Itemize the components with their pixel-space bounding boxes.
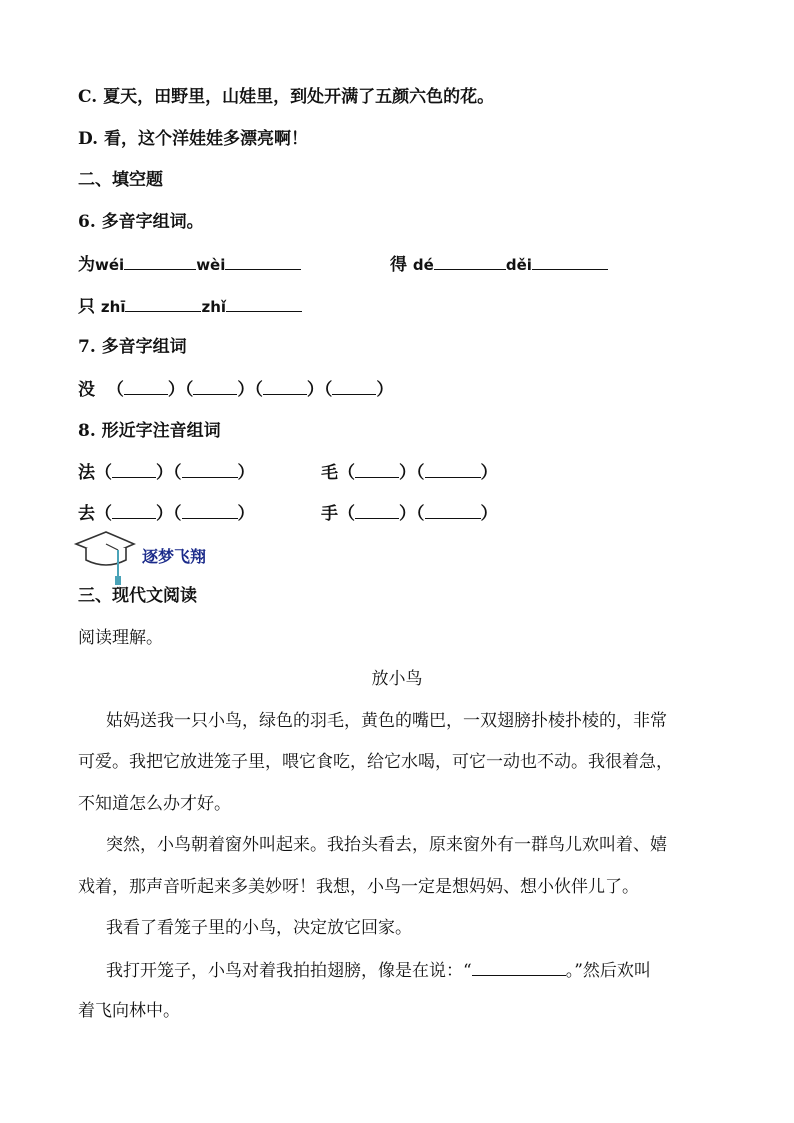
question-7-title: 7. 多音字组词	[78, 337, 187, 357]
answer-blank[interactable]	[125, 295, 201, 312]
passage-line: 不知道怎么办才好。	[78, 794, 231, 814]
passage-title: 放小鸟	[371, 669, 423, 689]
char-mei: 没	[78, 380, 95, 400]
answer-blank[interactable]	[425, 461, 481, 478]
question-6-row-1-right	[390, 253, 608, 276]
passage-text: 。”然后欢叫	[565, 961, 651, 981]
char-mao: 毛	[321, 463, 338, 483]
answer-blank[interactable]	[532, 253, 608, 270]
pinyin-zhi-3: zhǐ	[201, 298, 227, 316]
passage-text: 我打开笼子，小鸟对着我拍拍翅膀，像是在说：“	[106, 961, 472, 981]
answer-blank[interactable]	[332, 378, 376, 395]
answer-blank[interactable]	[124, 378, 168, 395]
char-qu: 去	[78, 504, 95, 524]
question-7-row: 没 （ ）（ ）（ ）（ ）	[78, 380, 394, 400]
pinyin-wei-2: wéi	[95, 256, 125, 274]
passage-line: 可爱。我把它放进笼子里，喂它食吃，给它水喝，可它一动也不动。我很着急，	[78, 752, 673, 772]
passage-line: 着飞向林中。	[78, 1001, 180, 1021]
option-c: C. 夏天，田野里，山娃里，到处开满了五颜六色的花。	[78, 87, 495, 107]
question-6-row-1	[78, 253, 301, 276]
graduation-cap-icon	[72, 528, 136, 586]
reading-intro: 阅读理解。	[78, 628, 163, 648]
answer-blank[interactable]	[355, 502, 399, 519]
question-8-title: 8. 形近字注音组词	[78, 421, 221, 441]
answer-blank[interactable]	[425, 502, 481, 519]
char-de: 得	[390, 255, 407, 275]
answer-blank[interactable]	[225, 253, 301, 270]
answer-blank[interactable]	[434, 253, 506, 270]
question-6-row-2	[78, 295, 302, 318]
pinyin-wei-4: wèi	[196, 256, 226, 274]
question-8-row-1-left: 法（ ）（ ）	[78, 463, 255, 483]
question-8-row-2-right: 手（ ）（ ）	[321, 504, 498, 524]
pinyin-zhi-1: zhī	[100, 298, 126, 316]
answer-blank[interactable]	[193, 378, 237, 395]
passage-line: 突然，小鸟朝着窗外叫起来。我抬头看去，原来窗外有一群鸟儿欢叫着、嬉	[106, 835, 667, 855]
passage-line: 姑妈送我一只小鸟，绿色的羽毛，黄色的嘴巴，一双翅膀扑棱扑棱的，非常	[106, 711, 667, 731]
answer-blank[interactable]	[182, 502, 238, 519]
question-8-row-1-right: 毛（ ）（ ）	[321, 463, 498, 483]
char-fa: 法	[78, 463, 95, 483]
answer-blank[interactable]	[355, 461, 399, 478]
answer-blank[interactable]	[263, 378, 307, 395]
answer-blank[interactable]	[226, 295, 302, 312]
section-title-reading: 三、现代文阅读	[78, 586, 197, 606]
answer-blank[interactable]	[124, 253, 196, 270]
passage-line: 我看了看笼子里的小鸟，决定放它回家。	[106, 918, 412, 938]
question-8-row-2-left: 去（ ）（ ）	[78, 504, 255, 524]
answer-blank[interactable]	[182, 461, 238, 478]
pinyin-dei-3: děi	[505, 256, 532, 274]
char-zhi: 只	[78, 297, 95, 317]
pinyin-de-2: dé	[412, 256, 434, 274]
option-d: D. 看，这个洋娃娃多漂亮啊！	[78, 129, 308, 149]
section-title-fill-blank: 二、填空题	[78, 170, 163, 190]
answer-blank[interactable]	[472, 959, 566, 976]
char-shou: 手	[321, 504, 338, 524]
question-6-title: 6. 多音字组词。	[78, 212, 204, 232]
answer-blank[interactable]	[112, 461, 156, 478]
banner-label: 逐梦飞翔	[142, 547, 207, 566]
char-wei: 为	[78, 255, 95, 275]
passage-line: 戏着，那声音听起来多美妙呀！我想，小鸟一定是想妈妈、想小伙伴儿了。	[78, 877, 639, 897]
answer-blank[interactable]	[112, 502, 156, 519]
passage-line-with-blank	[106, 959, 651, 982]
